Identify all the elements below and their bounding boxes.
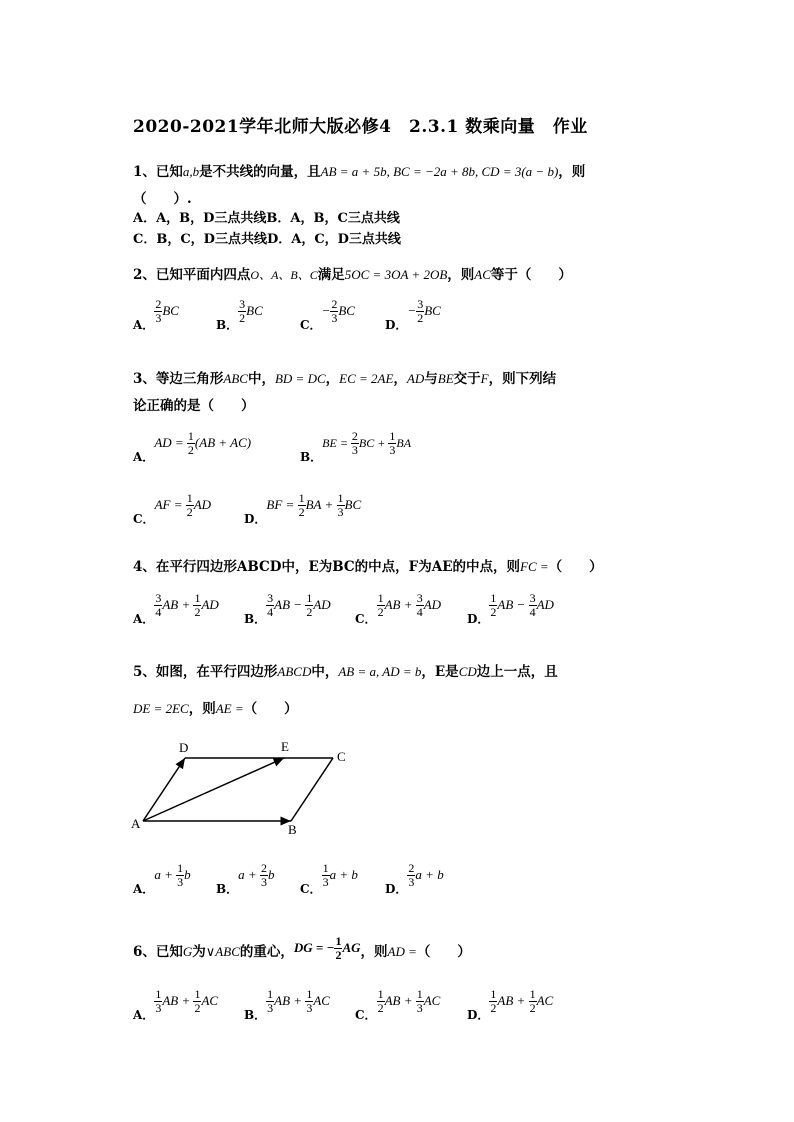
q5-fraction <box>260 862 268 889</box>
q6-term: AC <box>536 993 554 1008</box>
q4-vector: FC = <box>520 559 549 574</box>
q5-term: b <box>267 867 275 882</box>
q5-line1 <box>133 660 558 680</box>
fraction-denominator: 4 <box>267 605 274 619</box>
fraction-denominator: 3 <box>416 1001 423 1015</box>
q4-stem <box>133 555 603 575</box>
q3-option-fraction <box>351 430 359 457</box>
q2-option-vector: BC <box>162 303 179 318</box>
q1-line2: （ ）. <box>133 191 192 207</box>
fraction-denominator: 2 <box>377 605 384 619</box>
fraction-numerator: 3 <box>529 591 536 605</box>
fraction-denominator: 3 <box>351 443 358 457</box>
fraction-numerator: 1 <box>306 987 313 1001</box>
q2-points: O、A、B、C <box>250 268 318 282</box>
q6-point-g: G <box>182 944 193 959</box>
label-c: C <box>337 749 346 764</box>
q6-option-a <box>133 988 218 1023</box>
label-e: E <box>281 739 289 754</box>
q3-option-lhs: AF = <box>154 497 186 512</box>
q2-option-vector: BC <box>246 303 263 318</box>
q4-fraction <box>416 592 424 619</box>
q4-fraction <box>529 592 537 619</box>
q6-term: AB + <box>497 993 529 1008</box>
q5-term: a + b <box>415 867 444 882</box>
q6-term: AB + <box>274 993 306 1008</box>
q6-text: ，则 <box>360 944 388 960</box>
q3-option-fraction <box>298 492 306 519</box>
q2-option-fraction <box>238 298 246 325</box>
q6-option-b <box>244 988 330 1023</box>
fraction-denominator: 4 <box>155 605 162 619</box>
q3-option-fraction <box>186 492 194 519</box>
fraction-denominator: 4 <box>416 605 423 619</box>
q4-option-c <box>355 592 441 627</box>
label-d: D <box>179 740 189 755</box>
q2-prefix: 2、已知平面内四点 <box>133 267 251 283</box>
q5-option-label: C． <box>300 882 322 896</box>
q5-option-label: D． <box>385 882 408 896</box>
fraction-denominator: 3 <box>389 443 396 457</box>
q4-term: AB − <box>497 597 529 612</box>
q3-option-a <box>133 430 251 465</box>
q5-term: a + b <box>329 867 358 882</box>
q3-condition-1: BD = DC <box>274 371 326 386</box>
q4-term: AB + <box>384 597 416 612</box>
fraction-denominator: 3 <box>155 311 162 325</box>
fraction-denominator: 3 <box>260 875 267 889</box>
fraction-denominator: 3 <box>337 505 344 519</box>
fraction-numerator: 3 <box>155 591 162 605</box>
q6-option-d <box>467 988 553 1023</box>
fraction-numerator: 3 <box>267 591 274 605</box>
q6-triangle: ∨ABC <box>205 944 240 959</box>
q6-fraction <box>377 988 385 1015</box>
q6-option-label: D． <box>467 1008 490 1022</box>
q5-condition: AB = a, AD = b <box>338 664 422 679</box>
q3-option-rest: (AB + AC) <box>194 435 252 450</box>
q3-text: ， <box>325 371 340 387</box>
q4-option-label: A． <box>133 612 155 626</box>
q4-term: AD <box>313 597 331 612</box>
q3-point: F <box>480 371 489 386</box>
fraction-denominator: 2 <box>377 1001 384 1015</box>
q3-option-label: A． <box>133 450 155 464</box>
q3-option-label: B． <box>300 450 323 464</box>
q2-condition: 5OC = 3OA + 2OB <box>344 267 448 282</box>
fraction-numerator: 1 <box>490 591 497 605</box>
q3-text: 与 <box>424 371 438 387</box>
q5-text: ，E是 <box>421 664 459 680</box>
q4-term: AD <box>201 597 219 612</box>
segment-cb <box>291 758 333 821</box>
label-b: B <box>288 822 297 837</box>
fraction-numerator: 1 <box>389 429 396 443</box>
fraction-numerator: 2 <box>351 429 358 443</box>
q3-option-lhs: AD = <box>154 435 187 450</box>
fraction-numerator: 1 <box>186 491 193 505</box>
q3-segment-1: AD <box>406 371 425 386</box>
q2-vector: AC <box>474 267 491 282</box>
fraction-numerator: 1 <box>377 987 384 1001</box>
q1-options-ab: A．A，B，D三点共线B．A，B，C三点共线 <box>133 211 400 226</box>
fraction-numerator: 1 <box>490 987 497 1001</box>
q2-mid: 满足 <box>317 267 345 283</box>
q1-options-cd: C．B，C，D三点共线D．A，C，D三点共线 <box>133 232 401 247</box>
q4-option-a <box>133 592 219 627</box>
fraction-denominator: 2 <box>490 1001 497 1015</box>
q3-option-term: BA + <box>305 497 337 512</box>
fraction-numerator: 2 <box>408 861 415 875</box>
parallelogram-figure <box>128 735 368 840</box>
q3-triangle: ABC <box>223 371 248 386</box>
q1-vars: a,b <box>182 164 200 179</box>
q3-option-b <box>300 430 411 465</box>
q2-option-label: D． <box>385 318 408 332</box>
fraction-denominator: 2 <box>417 311 424 325</box>
fraction-numerator: 1 <box>335 934 342 948</box>
fraction-numerator: 1 <box>306 591 313 605</box>
q2-option-fraction <box>416 298 424 325</box>
q5-side: CD <box>458 664 477 679</box>
q6-vector: AD = <box>387 944 417 959</box>
q5-text: （ ） <box>243 701 298 717</box>
fraction-numerator: 1 <box>298 491 305 505</box>
fraction-denominator: 2 <box>490 605 497 619</box>
fraction-numerator: 1 <box>337 491 344 505</box>
q5-line2 <box>133 697 298 717</box>
fraction-denominator: 2 <box>298 505 305 519</box>
q6-condition-lhs: DG = − <box>293 940 335 955</box>
label-a: A <box>131 816 141 831</box>
q3-option-c <box>133 492 211 527</box>
q1-mid: 是不共线的向量，且 <box>199 164 321 180</box>
q5-option-c <box>300 862 358 897</box>
fraction-denominator: 3 <box>267 1001 274 1015</box>
q3-option-label: C． <box>133 512 155 526</box>
q6-text: 的重心， <box>239 944 294 960</box>
fraction-denominator: 2 <box>306 605 313 619</box>
q6-term: AC <box>423 993 441 1008</box>
q6-term: AB + <box>384 993 416 1008</box>
q6-option-label: A． <box>133 1008 155 1022</box>
q6-text: 为 <box>192 944 206 960</box>
q2-suffix1: ，则 <box>447 267 475 283</box>
q4-term: AD <box>423 597 442 612</box>
q2-option-sign: − <box>321 303 331 318</box>
q6-option-label: B． <box>244 1008 267 1022</box>
q5-fraction <box>176 862 184 889</box>
q4-option-label: D． <box>467 612 490 626</box>
q5-condition-2: DE = 2EC <box>133 701 189 716</box>
q2-stem <box>133 263 572 283</box>
fraction-numerator: 1 <box>322 861 329 875</box>
q5-quad: ABCD <box>277 664 312 679</box>
q3-option-label: D． <box>244 512 267 526</box>
q3-prefix: 3、等边三角形 <box>133 371 224 387</box>
q3-option-rest: AD <box>193 497 212 512</box>
fraction-denominator: 3 <box>408 875 415 889</box>
q3-option-lhs: BE = <box>322 436 351 450</box>
q6-fraction <box>416 988 424 1015</box>
fraction-numerator: 3 <box>239 297 246 311</box>
fraction-denominator: 2 <box>187 443 194 457</box>
q6-option-c <box>355 988 440 1023</box>
fraction-numerator: 1 <box>416 987 423 1001</box>
q2-option-sign: − <box>407 303 417 318</box>
q2-option-vector: BC <box>424 303 441 318</box>
q2-option-d <box>385 298 441 333</box>
fraction-numerator: 3 <box>417 297 424 311</box>
fraction-denominator: 2 <box>186 505 193 519</box>
q3-text: 交于 <box>453 371 481 387</box>
fraction-denominator: 2 <box>194 605 201 619</box>
q6-fraction <box>266 988 274 1015</box>
q6-stem <box>133 935 471 962</box>
q4-option-d <box>467 592 554 627</box>
q1-prefix: 1、已知 <box>133 164 183 180</box>
fraction-denominator: 2 <box>529 1001 536 1015</box>
q5-text: 边上一点，且 <box>476 664 558 680</box>
q5-term: b <box>184 867 191 882</box>
q4-term: AB + <box>162 597 194 612</box>
q6-term: AB + <box>162 993 194 1008</box>
q5-term: a + <box>238 867 260 882</box>
q2-option-b <box>216 298 263 333</box>
fraction-numerator: 1 <box>377 591 384 605</box>
q5-text: 中， <box>311 664 339 680</box>
q3-condition-2: EC = 2AE <box>339 371 394 386</box>
q5-option-b <box>216 862 274 897</box>
q5-text: ，则 <box>188 701 216 717</box>
fraction-denominator: 2 <box>194 1001 201 1015</box>
q3-line2: 论正确的是（ ） <box>133 398 255 414</box>
q6-fraction <box>529 988 537 1015</box>
q6-option-label: C． <box>355 1008 377 1022</box>
q1-condition: AB = a + 5b, BC = −2a + 8b, CD = 3(a − b) <box>320 164 559 179</box>
fraction-numerator: 2 <box>260 861 267 875</box>
q6-term: AC <box>201 993 219 1008</box>
q6-term: AC <box>313 993 330 1008</box>
fraction-numerator: 1 <box>177 861 184 875</box>
q2-option-label: C． <box>300 318 322 332</box>
q6-text: （ ） <box>416 944 471 960</box>
fraction-numerator: 1 <box>194 987 201 1001</box>
q6-prefix: 6、已知 <box>133 944 183 960</box>
fraction-denominator: 3 <box>177 875 184 889</box>
fraction-numerator: 2 <box>331 297 338 311</box>
fraction-denominator: 3 <box>331 311 338 325</box>
q2-option-label: A． <box>133 318 155 332</box>
q3-option-term: BC + <box>358 436 389 450</box>
q4-fraction <box>377 592 385 619</box>
fraction-denominator: 3 <box>155 1001 162 1015</box>
q3-option-lhs: BF = <box>266 497 298 512</box>
q3-option-fraction <box>187 430 195 457</box>
q1-suffix: ，则 <box>558 164 586 180</box>
q6-condition-rhs: AG <box>342 940 361 955</box>
fraction-numerator: 1 <box>187 429 194 443</box>
q3-segment-2: BE <box>437 371 454 386</box>
fraction-numerator: 1 <box>155 987 162 1001</box>
page-title: 2020-2021学年北师大版必修4 2.3.1 数乘向量 作业 <box>133 117 588 137</box>
fraction-numerator: 1 <box>267 987 274 1001</box>
q4-option-b <box>244 592 331 627</box>
q4-option-label: B． <box>244 612 267 626</box>
q5-prefix: 5、如图，在平行四边形 <box>133 664 278 680</box>
q2-option-label: B． <box>216 318 239 332</box>
fraction-denominator: 4 <box>529 605 536 619</box>
fraction-denominator: 3 <box>322 875 329 889</box>
q3-text: 中， <box>247 371 275 387</box>
q3-option-term: BA <box>396 436 412 450</box>
q5-term: a + <box>154 867 177 882</box>
q2-option-a <box>133 298 179 333</box>
q4-suffix: （ ） <box>548 559 603 575</box>
q4-fraction <box>266 592 274 619</box>
q2-option-vector: BC <box>338 303 355 318</box>
q3-option-fraction <box>337 492 345 519</box>
q5-option-a <box>133 862 191 897</box>
fraction-numerator: 1 <box>529 987 536 1001</box>
q1-line1 <box>133 160 585 180</box>
q3-line1 <box>133 367 556 387</box>
q4-text: 4、在平行四边形ABCD中，E为BC的中点，F为AE的中点，则 <box>133 559 521 575</box>
q3-text: ， <box>393 371 407 387</box>
q2-option-c <box>300 298 355 333</box>
q5-option-d <box>385 862 444 897</box>
q3-option-d <box>244 492 361 527</box>
fraction-denominator: 2 <box>239 311 246 325</box>
q3-option-term: BC <box>344 497 362 512</box>
q2-suffix2: 等于（ ） <box>490 267 572 283</box>
q4-term: AB − <box>274 597 306 612</box>
q5-vector: AE = <box>215 701 244 716</box>
q4-option-label: C． <box>355 612 377 626</box>
fraction-denominator: 2 <box>335 948 342 962</box>
fraction-denominator: 3 <box>306 1001 313 1015</box>
fraction-numerator: 1 <box>194 591 201 605</box>
q4-term: AD <box>536 597 554 612</box>
q5-fraction <box>322 862 330 889</box>
q3-text: ，则下列结 <box>488 371 557 387</box>
q5-option-label: B． <box>216 882 239 896</box>
q5-option-label: A． <box>133 882 155 896</box>
fraction-numerator: 2 <box>155 297 162 311</box>
fraction-numerator: 3 <box>416 591 423 605</box>
